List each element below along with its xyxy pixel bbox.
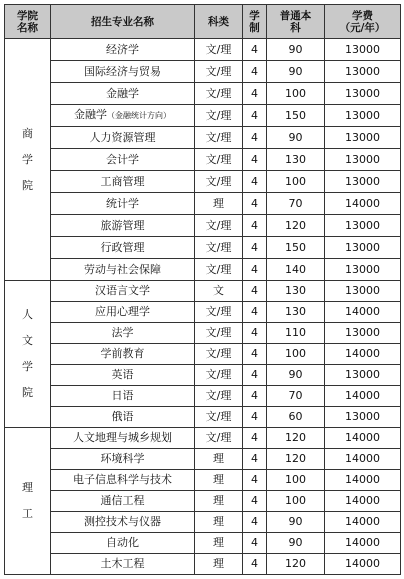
- major-name: 工商管理: [100, 174, 145, 188]
- years-cell: 4: [243, 470, 267, 491]
- fee-cell: 14000: [325, 344, 401, 365]
- years-cell: 4: [243, 449, 267, 470]
- quota-cell: 120: [267, 554, 325, 575]
- table-row: [5, 149, 401, 171]
- fee-cell: 14000: [325, 470, 401, 491]
- years-cell: 4: [243, 61, 267, 83]
- quota-cell: 120: [267, 449, 325, 470]
- college-name-cell: [5, 39, 51, 281]
- category-cell: 理: [195, 449, 243, 470]
- college-name-char: 院: [22, 386, 33, 399]
- major-cell: [51, 512, 195, 533]
- major-cell: [51, 39, 195, 61]
- header-years: 学 制: [243, 5, 267, 39]
- category-cell: 文/理: [195, 105, 243, 127]
- years-cell: 4: [243, 149, 267, 171]
- years-cell: 4: [243, 407, 267, 428]
- years-cell: 4: [243, 105, 267, 127]
- major-cell: [51, 386, 195, 407]
- table-row: [5, 61, 401, 83]
- major-name: 法学: [111, 326, 134, 339]
- table-row: [5, 105, 401, 127]
- category-cell: 文/理: [195, 407, 243, 428]
- fee-cell: 13000: [325, 39, 401, 61]
- years-cell: 4: [243, 281, 267, 302]
- quota-cell: 90: [267, 512, 325, 533]
- quota-cell: 100: [267, 83, 325, 105]
- years-cell: 4: [243, 127, 267, 149]
- major-name: 统计学: [106, 196, 139, 210]
- years-cell: 4: [243, 533, 267, 554]
- major-name: 测控技术与仪器: [84, 515, 161, 528]
- years-cell: 4: [243, 83, 267, 105]
- category-cell: 文/理: [195, 428, 243, 449]
- major-name: 环境科学: [100, 452, 145, 465]
- years-cell: 4: [243, 554, 267, 575]
- category-cell: 理: [195, 512, 243, 533]
- quota-cell: 130: [267, 302, 325, 323]
- major-name: 日语: [111, 389, 134, 402]
- table-row: [5, 39, 401, 61]
- category-cell: 文/理: [195, 127, 243, 149]
- major-name: 金融学: [74, 108, 107, 121]
- category-cell: 文/理: [195, 365, 243, 386]
- college-name-char: 院: [22, 178, 33, 192]
- major-cell: [51, 127, 195, 149]
- college-name-cell: [5, 428, 51, 575]
- major-cell: [51, 281, 195, 302]
- category-cell: 理: [195, 193, 243, 215]
- quota-cell: 120: [267, 428, 325, 449]
- quota-cell: 140: [267, 259, 325, 281]
- table-row: [5, 193, 401, 215]
- fee-cell: 13000: [325, 149, 401, 171]
- years-cell: 4: [243, 386, 267, 407]
- major-cell: [51, 83, 195, 105]
- major-name: 金融学: [106, 86, 139, 100]
- college-name-char: 工: [22, 507, 33, 520]
- fee-cell: 14000: [325, 491, 401, 512]
- category-cell: 理: [195, 554, 243, 575]
- major-name: 汉语言文学: [95, 284, 150, 297]
- table-row: [5, 554, 401, 575]
- quota-cell: 100: [267, 470, 325, 491]
- years-cell: 4: [243, 344, 267, 365]
- category-cell: 文/理: [195, 386, 243, 407]
- major-cell: [51, 171, 195, 193]
- major-cell: [51, 105, 195, 127]
- fee-cell: 13000: [325, 237, 401, 259]
- major-cell: [51, 215, 195, 237]
- quota-cell: 100: [267, 491, 325, 512]
- quota-cell: 70: [267, 386, 325, 407]
- category-cell: 文/理: [195, 61, 243, 83]
- table-row: [5, 365, 401, 386]
- category-cell: 文/理: [195, 215, 243, 237]
- header-major: 招生专业名称: [51, 5, 195, 39]
- fee-cell: 13000: [325, 323, 401, 344]
- category-cell: 文/理: [195, 237, 243, 259]
- category-cell: 文/理: [195, 302, 243, 323]
- major-cell: [51, 323, 195, 344]
- quota-cell: 100: [267, 171, 325, 193]
- table-row: [5, 171, 401, 193]
- header-quota: 普通本 科: [267, 5, 325, 39]
- major-note: （金融统计方向）: [107, 111, 171, 120]
- table-row: [5, 533, 401, 554]
- table-row: [5, 386, 401, 407]
- fee-cell: 14000: [325, 512, 401, 533]
- header-row: [5, 5, 401, 39]
- years-cell: 4: [243, 428, 267, 449]
- major-name: 通信工程: [100, 494, 145, 507]
- major-name: 会计学: [106, 152, 139, 166]
- fee-cell: 14000: [325, 428, 401, 449]
- table-row: [5, 428, 401, 449]
- major-cell: [51, 470, 195, 491]
- table-row: [5, 302, 401, 323]
- category-cell: 文: [195, 281, 243, 302]
- fee-cell: 13000: [325, 215, 401, 237]
- major-cell: [51, 302, 195, 323]
- years-cell: 4: [243, 302, 267, 323]
- quota-cell: 60: [267, 407, 325, 428]
- fee-cell: 13000: [325, 105, 401, 127]
- college-name-char: 理: [22, 481, 33, 494]
- category-cell: 文/理: [195, 259, 243, 281]
- major-cell: [51, 428, 195, 449]
- category-cell: 文/理: [195, 323, 243, 344]
- major-cell: [51, 344, 195, 365]
- table-row: [5, 491, 401, 512]
- fee-cell: 13000: [325, 365, 401, 386]
- fee-cell: 14000: [325, 554, 401, 575]
- fee-cell: 14000: [325, 533, 401, 554]
- quota-cell: 90: [267, 533, 325, 554]
- fee-cell: 13000: [325, 61, 401, 83]
- major-name: 应用心理学: [95, 305, 150, 318]
- major-name: 国际经济与贸易: [84, 64, 161, 78]
- years-cell: 4: [243, 491, 267, 512]
- table-row: [5, 127, 401, 149]
- category-cell: 理: [195, 491, 243, 512]
- major-name: 人力资源管理: [89, 130, 156, 144]
- category-cell: 文/理: [195, 39, 243, 61]
- college-name-cell: [5, 281, 51, 428]
- major-cell: [51, 149, 195, 171]
- category-cell: 文/理: [195, 171, 243, 193]
- years-cell: 4: [243, 259, 267, 281]
- major-cell: [51, 61, 195, 83]
- college-name-char: 人: [22, 308, 33, 321]
- fee-cell: 14000: [325, 302, 401, 323]
- table-row: [5, 259, 401, 281]
- category-cell: 文/理: [195, 344, 243, 365]
- header-fee: 学费 （元/年）: [325, 5, 401, 39]
- years-cell: 4: [243, 323, 267, 344]
- fee-cell: 13000: [325, 83, 401, 105]
- major-name: 学前教育: [100, 347, 145, 360]
- major-cell: [51, 365, 195, 386]
- quota-cell: 150: [267, 105, 325, 127]
- years-cell: 4: [243, 237, 267, 259]
- major-name: 英语: [111, 368, 134, 381]
- major-cell: [51, 407, 195, 428]
- table-row: [5, 449, 401, 470]
- major-name: 自动化: [106, 536, 139, 549]
- header-college: 学院 名称: [5, 5, 51, 39]
- fee-cell: 13000: [325, 407, 401, 428]
- fee-cell: 13000: [325, 127, 401, 149]
- major-name: 人文地理与城乡规划: [73, 431, 172, 444]
- quota-cell: 90: [267, 127, 325, 149]
- major-cell: [51, 237, 195, 259]
- table-row: [5, 344, 401, 365]
- major-cell: [51, 449, 195, 470]
- years-cell: 4: [243, 512, 267, 533]
- quota-cell: 100: [267, 344, 325, 365]
- table-row: [5, 281, 401, 302]
- table-row: [5, 512, 401, 533]
- major-name: 旅游管理: [100, 218, 145, 232]
- table-row: [5, 323, 401, 344]
- quota-cell: 90: [267, 365, 325, 386]
- category-cell: 理: [195, 470, 243, 491]
- years-cell: 4: [243, 39, 267, 61]
- college-name-char: 文: [22, 334, 33, 347]
- quota-cell: 150: [267, 237, 325, 259]
- fee-cell: 14000: [325, 386, 401, 407]
- major-name: 行政管理: [100, 240, 145, 254]
- header-category: 科类: [195, 5, 243, 39]
- major-name: 电子信息科学与技术: [73, 473, 172, 486]
- table-row: [5, 215, 401, 237]
- quota-cell: 70: [267, 193, 325, 215]
- quota-cell: 90: [267, 61, 325, 83]
- years-cell: 4: [243, 171, 267, 193]
- table-row: [5, 237, 401, 259]
- college-name-char: 学: [22, 152, 33, 166]
- major-cell: [51, 193, 195, 215]
- admissions-table: [4, 4, 401, 575]
- major-name: 经济学: [106, 42, 139, 56]
- quota-cell: 130: [267, 149, 325, 171]
- major-cell: [51, 533, 195, 554]
- category-cell: 理: [195, 533, 243, 554]
- table-body: [5, 39, 401, 575]
- college-name-char: 学: [22, 360, 33, 373]
- major-cell: [51, 554, 195, 575]
- major-name: 劳动与社会保障: [84, 262, 161, 276]
- table-row: [5, 470, 401, 491]
- quota-cell: 120: [267, 215, 325, 237]
- quota-cell: 130: [267, 281, 325, 302]
- fee-cell: 14000: [325, 449, 401, 470]
- fee-cell: 14000: [325, 193, 401, 215]
- fee-cell: 13000: [325, 259, 401, 281]
- years-cell: 4: [243, 193, 267, 215]
- quota-cell: 90: [267, 39, 325, 61]
- table-row: [5, 407, 401, 428]
- category-cell: 文/理: [195, 149, 243, 171]
- category-cell: 文/理: [195, 83, 243, 105]
- fee-cell: 13000: [325, 281, 401, 302]
- table-row: [5, 83, 401, 105]
- major-name: 土木工程: [100, 557, 145, 570]
- college-name-char: 商: [22, 126, 33, 140]
- years-cell: 4: [243, 215, 267, 237]
- major-cell: [51, 491, 195, 512]
- major-name: 俄语: [111, 410, 134, 423]
- major-cell: [51, 259, 195, 281]
- years-cell: 4: [243, 365, 267, 386]
- quota-cell: 110: [267, 323, 325, 344]
- fee-cell: 13000: [325, 171, 401, 193]
